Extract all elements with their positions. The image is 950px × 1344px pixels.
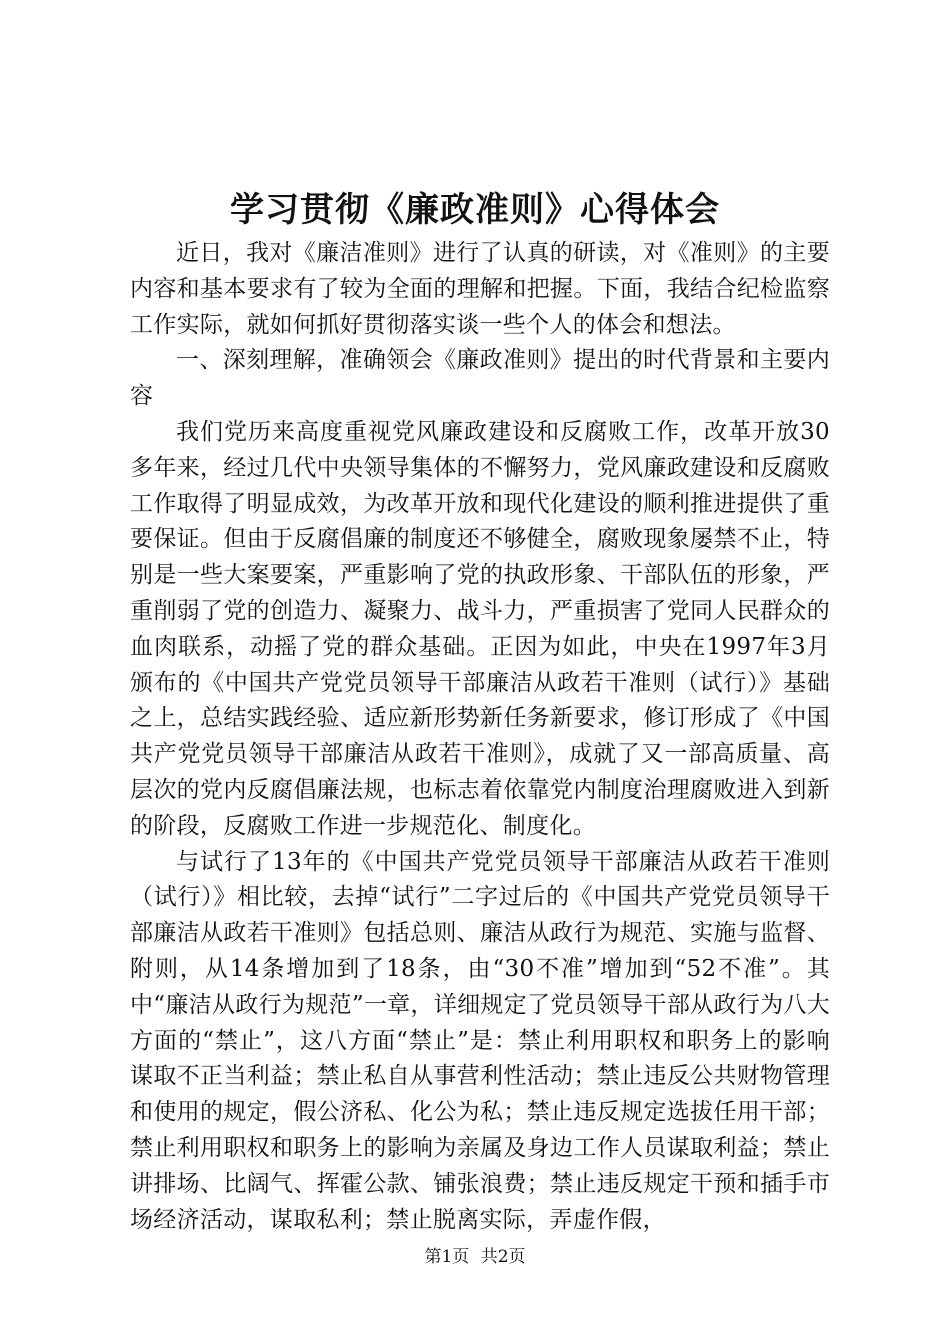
page-total: 共2页 [480, 1247, 526, 1267]
section-heading-1: 一、深刻理解，准确领会《廉政准则》提出的时代背景和主要内容 [130, 347, 830, 410]
paragraph-intro: 近日，我对《廉洁准则》进行了认真的研读，对《准则》的主要内容和基本要求有了较为全面的理解和把握。下面，我结合纪检监察工作实际，就如何抓好贯彻落实谈一些个人的体会和想法。 [130, 240, 830, 338]
document-body [130, 236, 830, 1238]
page-footer [0, 1245, 950, 1269]
paragraph-background: 我们党历来高度重视党风廉政建设和反腐败工作，改革开放30多年来，经过几代中央领导集体的不懈努力，党风廉政建设和反腐败工作取得了明显成效，为改革开放和现代化建设的顺利推进提供了重要保证。但由于反腐倡廉的制度还不够健全，腐败现象屡禁不止，特别是一些大案要案，严重影响了党的执政形象、干部队伍的形象，严重削弱了党的创造力、凝聚力、战斗力，严重损害了党同人民群众的血肉联系，动摇了党的群众基础。正因为如此，中央在1997年3月颁布的《中国共产党党员领导干部廉洁从政若干准则（试行）》基础之上，总结实践经验、适应新形势新任务新要求，修订形成了《中国共产党党员领导干部廉洁从政若干准则》，成就了又一部高质量、高层次的党内反腐倡廉法规，也标志着依靠党内制度治理腐败进入到新的阶段，反腐败工作进一步规范化、制度化。 [130, 418, 830, 839]
document-title: 学习贯彻《廉政准则》心得体会 [230, 190, 720, 230]
page-number: 第1页 [424, 1247, 470, 1267]
paragraph-comparison: 与试行了13年的《中国共产党党员领导干部廉洁从政若干准则（试行）》相比较，去掉“试行”二字过后的《中国共产党党员领导干部廉洁从政若干准则》包括总则、廉洁从政行为规范、实施与监督、附则，从14条增加到了18条，由“30不准”增加到“52不准”。其中“廉洁从政行为规范”一章，详细规定了党员领导干部从政行为八大方面的“禁止”，这八方面“禁止”是：禁止利用职权和职务上的影响谋取不正当利益；禁止私自从事营利性活动；禁止违反公共财物管理和使用的规定，假公济私、化公为私；禁止违反规定选拔任用干部；禁止利用职权和职务上的影响为亲属及身边工作人员谋取利益；禁止讲排场、比阔气、挥霍公款、铺张浪费；禁止违反规定干预和插手市场经济活动，谋取私利；禁止脱离实际，弄虚作假， [130, 848, 830, 1233]
